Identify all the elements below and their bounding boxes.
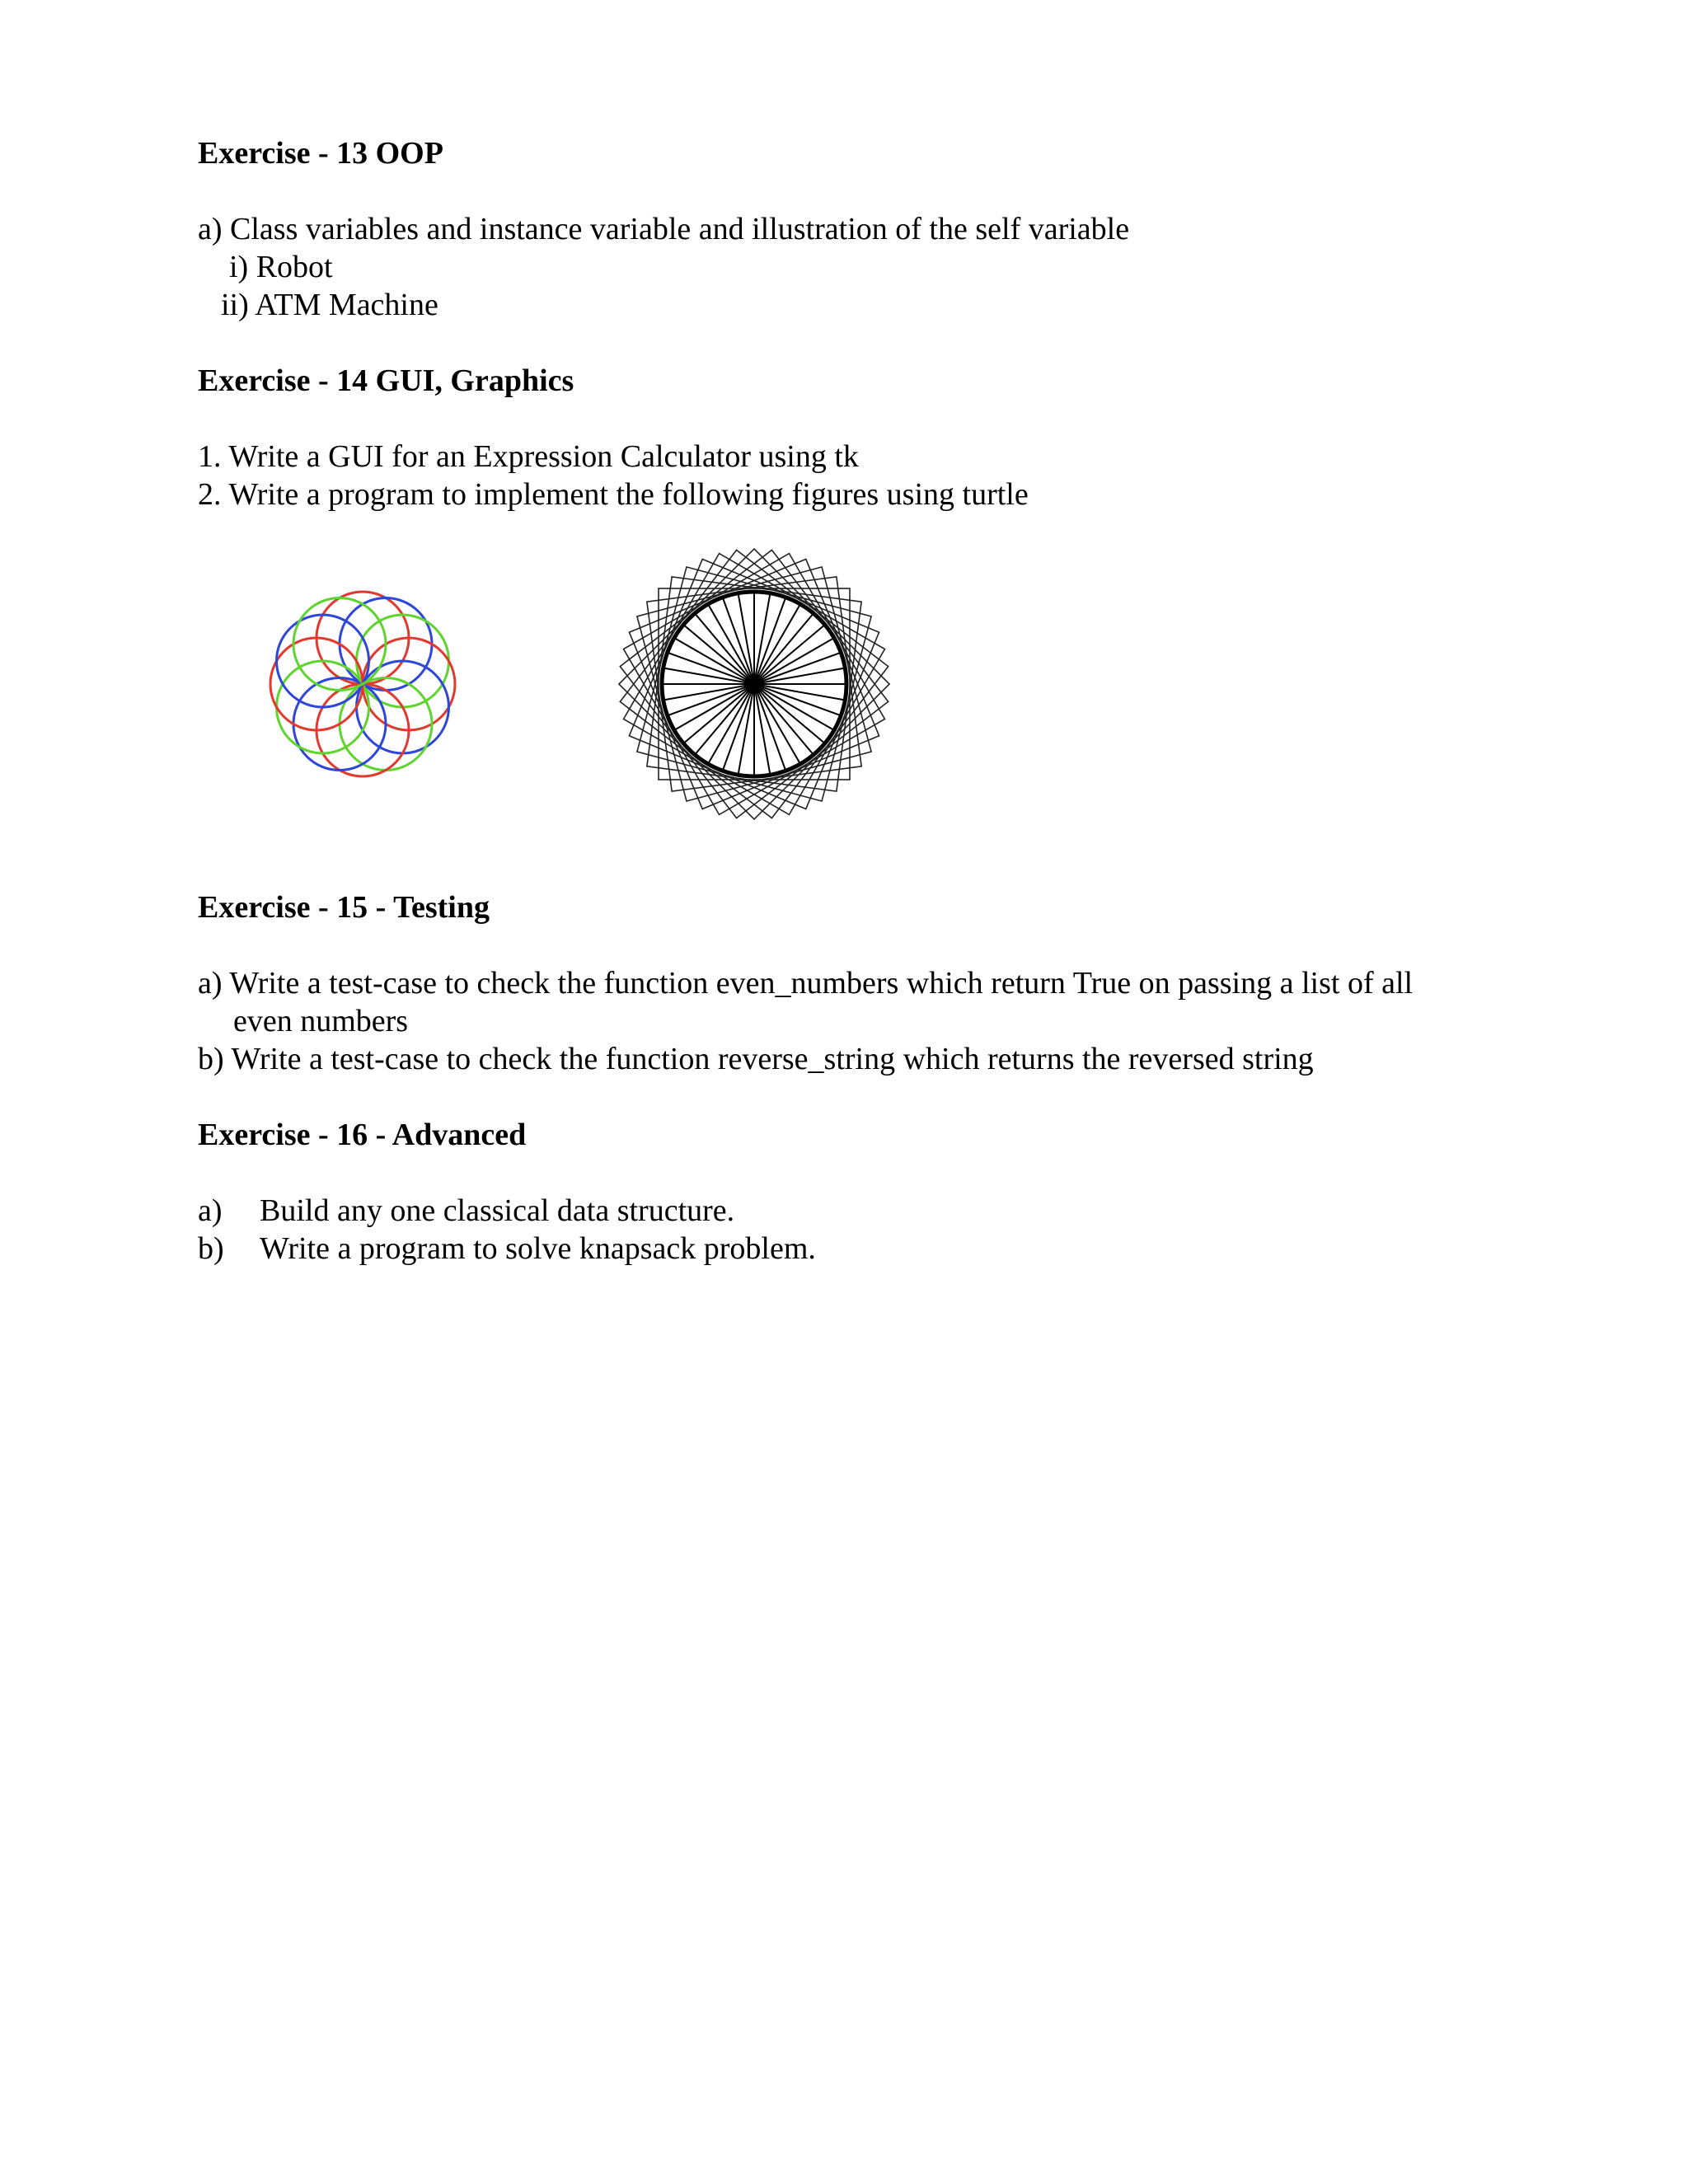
exercise-15-item-b: b) Write a test-case to check the function reverse_string which returns the reversed string <box>198 1042 1314 1076</box>
exercise-13-heading: Exercise - 13 OOP <box>198 136 443 171</box>
exercise-13-sub-item-robot: i) Robot <box>229 250 333 284</box>
exercise-16-item-b: Write a program to solve knapsack problem. <box>260 1231 816 1266</box>
exercise-14-heading: Exercise - 14 GUI, Graphics <box>198 363 574 398</box>
exercise-14-item-1: 1. Write a GUI for an Expression Calculator using tk <box>198 439 859 474</box>
turtle-circles-figure <box>256 577 470 791</box>
exercise-14-item-2: 2. Write a program to implement the following figures using turtle <box>198 477 1029 512</box>
exercise-16-item-b-marker: b) <box>198 1231 224 1266</box>
exercise-15-item-a-line1: a) Write a test-case to check the function even_numbers which return True on passing a list of all <box>198 966 1414 1001</box>
exercise-16-heading: Exercise - 16 - Advanced <box>198 1118 527 1152</box>
exercise-15-item-a-line2: even numbers <box>233 1004 409 1038</box>
exercise-13-sub-item-atm: ii) ATM Machine <box>221 288 438 322</box>
exercise-13-item-a: a) Class variables and instance variable and illustration of the self variable <box>198 212 1130 246</box>
turtle-center-hub <box>744 674 764 694</box>
exercise-15-heading: Exercise - 15 - Testing <box>198 890 490 925</box>
exercise-16-item-a: Build any one classical data structure. <box>260 1193 735 1228</box>
turtle-squares-figure <box>614 544 894 824</box>
exercise-16-item-a-marker: a) <box>198 1193 223 1228</box>
